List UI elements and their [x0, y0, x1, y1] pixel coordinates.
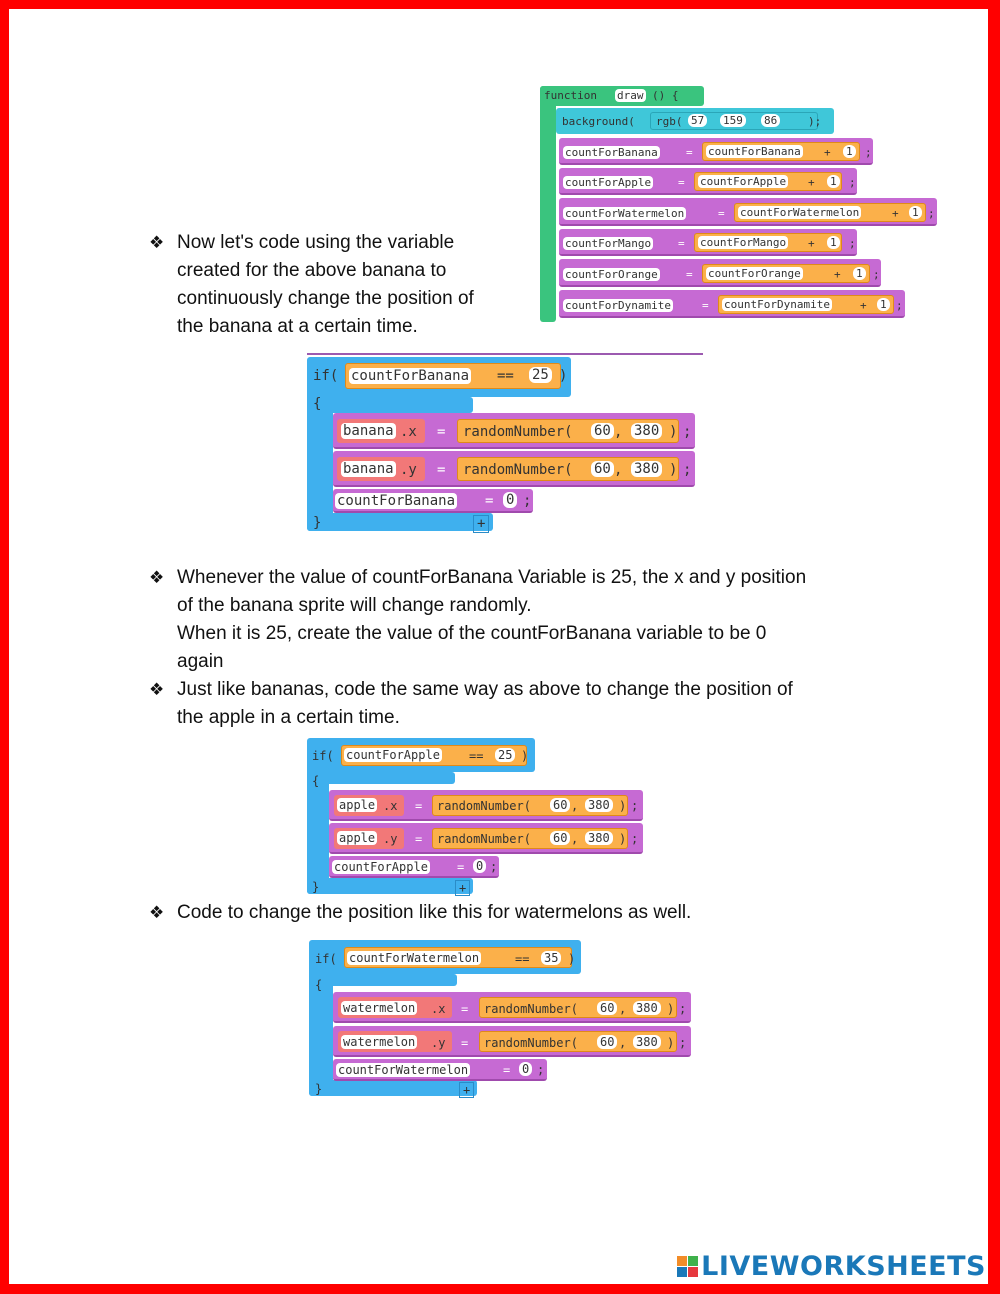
- semicolon: ;: [683, 424, 692, 440]
- if-keyword: if(: [313, 368, 339, 384]
- bullet-line: the banana at a certain time.: [177, 316, 418, 337]
- bullet-watermelon: [149, 899, 897, 927]
- semicolon: ;: [849, 176, 856, 189]
- function-name[interactable]: draw: [617, 89, 644, 102]
- random-fn: randomNumber(: [484, 1036, 578, 1050]
- reset-var[interactable]: countForApple: [334, 860, 428, 874]
- counter-var[interactable]: countForApple: [565, 176, 652, 189]
- assign-op: =: [457, 860, 465, 874]
- semicolon: ;: [537, 1063, 545, 1077]
- logo-text: LIVEWORKSHEETS: [701, 1251, 986, 1282]
- random-min[interactable]: 60: [550, 831, 570, 845]
- function-keyword: function: [544, 89, 597, 102]
- function-body-rail: [540, 86, 556, 322]
- x-property: .x: [383, 799, 398, 813]
- fn-close: ): [619, 799, 627, 813]
- counter-step[interactable]: 1: [853, 267, 866, 280]
- assign-op: =: [461, 1002, 469, 1016]
- counter-step[interactable]: 1: [827, 175, 840, 188]
- semicolon: ;: [896, 299, 903, 312]
- sprite-name[interactable]: banana: [343, 461, 394, 477]
- open-brace: {: [312, 774, 320, 788]
- condition-close: ): [521, 749, 529, 763]
- assign-op: =: [686, 146, 693, 159]
- comma: ,: [571, 832, 579, 846]
- bullet-intro: [149, 229, 527, 341]
- fn-close: ): [667, 1036, 675, 1050]
- equals-op: ==: [515, 952, 530, 966]
- semicolon: ;: [683, 462, 692, 478]
- rgb-blue-value[interactable]: 86: [761, 114, 780, 127]
- close-brace: }: [313, 515, 322, 531]
- comma: ,: [619, 1002, 627, 1016]
- open-brace: {: [315, 978, 323, 992]
- plus-op: +: [808, 237, 815, 250]
- close-brace: }: [315, 1082, 323, 1096]
- semicolon: ;: [631, 832, 639, 846]
- bullet-mark: ❖: [149, 680, 165, 699]
- semicolon: ;: [490, 860, 498, 874]
- close-brace: }: [312, 880, 320, 894]
- random-max[interactable]: 380: [631, 461, 662, 477]
- counter-expr-var[interactable]: countForBanana: [708, 145, 801, 158]
- logo-squares-icon: [677, 1256, 698, 1277]
- fn-close: ): [667, 1002, 675, 1016]
- random-fn: randomNumber(: [437, 799, 531, 813]
- rgb-keyword: rgb(: [656, 115, 683, 128]
- add-statement-button[interactable]: +: [455, 880, 470, 896]
- if-apple-block[interactable]: [307, 738, 647, 898]
- random-max[interactable]: 380: [585, 831, 613, 845]
- open-brace: {: [313, 396, 322, 412]
- bullet-line: continuously change the position of: [177, 288, 474, 309]
- condition-var[interactable]: countForWatermelon: [349, 951, 480, 965]
- counter-step[interactable]: 1: [909, 206, 922, 219]
- semicolon: ;: [928, 207, 935, 220]
- semicolon: ;: [679, 1002, 687, 1016]
- bullet-line: Code to change the position like this for watermelons as well.: [177, 902, 692, 923]
- random-min[interactable]: 60: [591, 461, 614, 477]
- counter-expr-var[interactable]: countForOrange: [708, 267, 801, 280]
- comma: ,: [614, 424, 623, 440]
- reset-var[interactable]: countForBanana: [337, 493, 456, 509]
- assign-op: =: [702, 299, 709, 312]
- add-statement-button[interactable]: +: [473, 515, 489, 533]
- counter-var[interactable]: countForDynamite: [565, 299, 671, 312]
- condition-var[interactable]: countForApple: [346, 748, 440, 762]
- condition-value[interactable]: 25: [495, 748, 515, 762]
- if-watermelon-block[interactable]: [309, 940, 699, 1100]
- reset-value[interactable]: 0: [503, 492, 517, 508]
- counter-step[interactable]: 1: [827, 236, 840, 249]
- comma: ,: [619, 1036, 627, 1050]
- bullet-line: of the banana sprite will change randomly.: [177, 595, 532, 616]
- y-property: .y: [431, 1036, 446, 1050]
- random-min[interactable]: 60: [597, 1001, 617, 1015]
- if-keyword: if(: [312, 749, 334, 763]
- function-tail: () {: [652, 89, 679, 102]
- assign-op: =: [686, 268, 693, 281]
- counter-expr-var[interactable]: countForApple: [700, 175, 787, 188]
- comma: ,: [571, 799, 579, 813]
- assign-op: =: [437, 462, 446, 478]
- counter-expr-var[interactable]: countForWatermelon: [740, 206, 860, 219]
- sprite-name[interactable]: apple: [339, 798, 376, 812]
- counter-expr-var[interactable]: countForMango: [700, 236, 787, 249]
- semicolon: ;: [849, 237, 856, 250]
- assign-op: =: [415, 799, 423, 813]
- add-statement-button[interactable]: +: [459, 1082, 474, 1098]
- random-fn: randomNumber(: [484, 1002, 578, 1016]
- reset-var[interactable]: countForWatermelon: [338, 1063, 469, 1077]
- if-header-tail: [309, 974, 457, 986]
- if-banana-block[interactable]: [307, 353, 707, 533]
- sprite-name[interactable]: watermelon: [343, 1001, 416, 1015]
- random-fn: randomNumber(: [437, 832, 531, 846]
- condition-value[interactable]: 25: [529, 367, 552, 383]
- random-min[interactable]: 60: [597, 1035, 617, 1049]
- semicolon: ;: [873, 268, 880, 281]
- random-fn: randomNumber(: [463, 424, 573, 440]
- reset-value[interactable]: 0: [473, 859, 486, 873]
- bullet-mark: ❖: [149, 233, 165, 252]
- fn-close: ): [619, 832, 627, 846]
- bullet-line: again: [177, 651, 224, 672]
- random-min[interactable]: 60: [550, 798, 570, 812]
- random-max[interactable]: 380: [631, 423, 662, 439]
- bullet-line: the apple in a certain time.: [177, 707, 400, 728]
- semicolon: ;: [523, 493, 532, 509]
- counter-var[interactable]: countForOrange: [565, 268, 658, 281]
- if-footer: [307, 513, 493, 531]
- assign-op: =: [503, 1063, 511, 1077]
- semicolon: ;: [865, 146, 872, 159]
- liveworksheets-logo: [677, 1251, 986, 1282]
- assign-op: =: [678, 237, 685, 250]
- x-property: .x: [431, 1002, 446, 1016]
- semicolon: ;: [631, 799, 639, 813]
- if-footer: [309, 1080, 477, 1096]
- x-property: .x: [400, 424, 417, 440]
- assign-op: =: [718, 207, 725, 220]
- reset-value[interactable]: 0: [519, 1062, 532, 1076]
- bullet-line: Just like bananas, code the same way as above to change the position of: [177, 679, 793, 700]
- random-min[interactable]: 60: [591, 423, 614, 439]
- counter-var[interactable]: countForWatermelon: [565, 207, 685, 220]
- counter-var[interactable]: countForMango: [565, 237, 652, 250]
- plus-op: +: [808, 176, 815, 189]
- random-max[interactable]: 380: [633, 1001, 661, 1015]
- plus-op: +: [824, 146, 831, 159]
- condition-close: ): [559, 368, 568, 384]
- condition-close: ): [568, 952, 576, 966]
- rgb-green-value[interactable]: 159: [720, 114, 746, 127]
- equals-op: ==: [469, 749, 484, 763]
- if-header-tail: [307, 397, 473, 413]
- assign-op: =: [485, 493, 494, 509]
- random-max[interactable]: 380: [633, 1035, 661, 1049]
- counter-step[interactable]: 1: [877, 298, 890, 311]
- y-property: .y: [383, 832, 398, 846]
- assign-op: =: [437, 424, 446, 440]
- if-header-tail: [307, 772, 455, 784]
- y-property: .y: [400, 462, 417, 478]
- bullet-apple: [149, 676, 897, 732]
- if-keyword: if(: [315, 952, 337, 966]
- sprite-name[interactable]: watermelon: [343, 1035, 416, 1049]
- rgb-tail: );: [808, 115, 822, 128]
- fn-close: ): [669, 424, 678, 440]
- if-footer: [307, 878, 473, 894]
- bullet-line: Whenever the value of countForBanana Variable is 25, the x and y position: [177, 567, 807, 588]
- sprite-name[interactable]: banana: [343, 423, 394, 439]
- counter-step[interactable]: 1: [843, 145, 856, 158]
- counter-expr-var[interactable]: countForDynamite: [724, 298, 830, 311]
- rgb-red-value[interactable]: 57: [688, 114, 707, 127]
- bullet-line: When it is 25, create the value of the countForBanana variable to be 0: [177, 623, 767, 644]
- assign-op: =: [678, 176, 685, 189]
- draw-function-block[interactable]: [540, 86, 940, 326]
- comma: ,: [614, 462, 623, 478]
- assign-op: =: [415, 832, 423, 846]
- plus-op: +: [892, 207, 899, 220]
- condition-var[interactable]: countForBanana: [351, 368, 470, 384]
- random-max[interactable]: 380: [585, 798, 613, 812]
- assign-op: =: [461, 1036, 469, 1050]
- bullet-mark: ❖: [149, 903, 165, 922]
- plus-op: +: [834, 268, 841, 281]
- bullet-mark: ❖: [149, 568, 165, 587]
- semicolon: ;: [679, 1036, 687, 1050]
- bullet-explanation: [149, 564, 897, 676]
- bullet-line: created for the above banana to: [177, 260, 447, 281]
- random-fn: randomNumber(: [463, 462, 573, 478]
- fn-close: ): [669, 462, 678, 478]
- bullet-line: Now let's code using the variable: [177, 232, 455, 253]
- plus-op: +: [860, 299, 867, 312]
- background-keyword: background(: [562, 115, 635, 128]
- equals-op: ==: [497, 368, 514, 384]
- sprite-name[interactable]: apple: [339, 831, 376, 845]
- counter-var[interactable]: countForBanana: [565, 146, 658, 159]
- block-top-edge: [307, 353, 703, 355]
- condition-value[interactable]: 35: [541, 951, 561, 965]
